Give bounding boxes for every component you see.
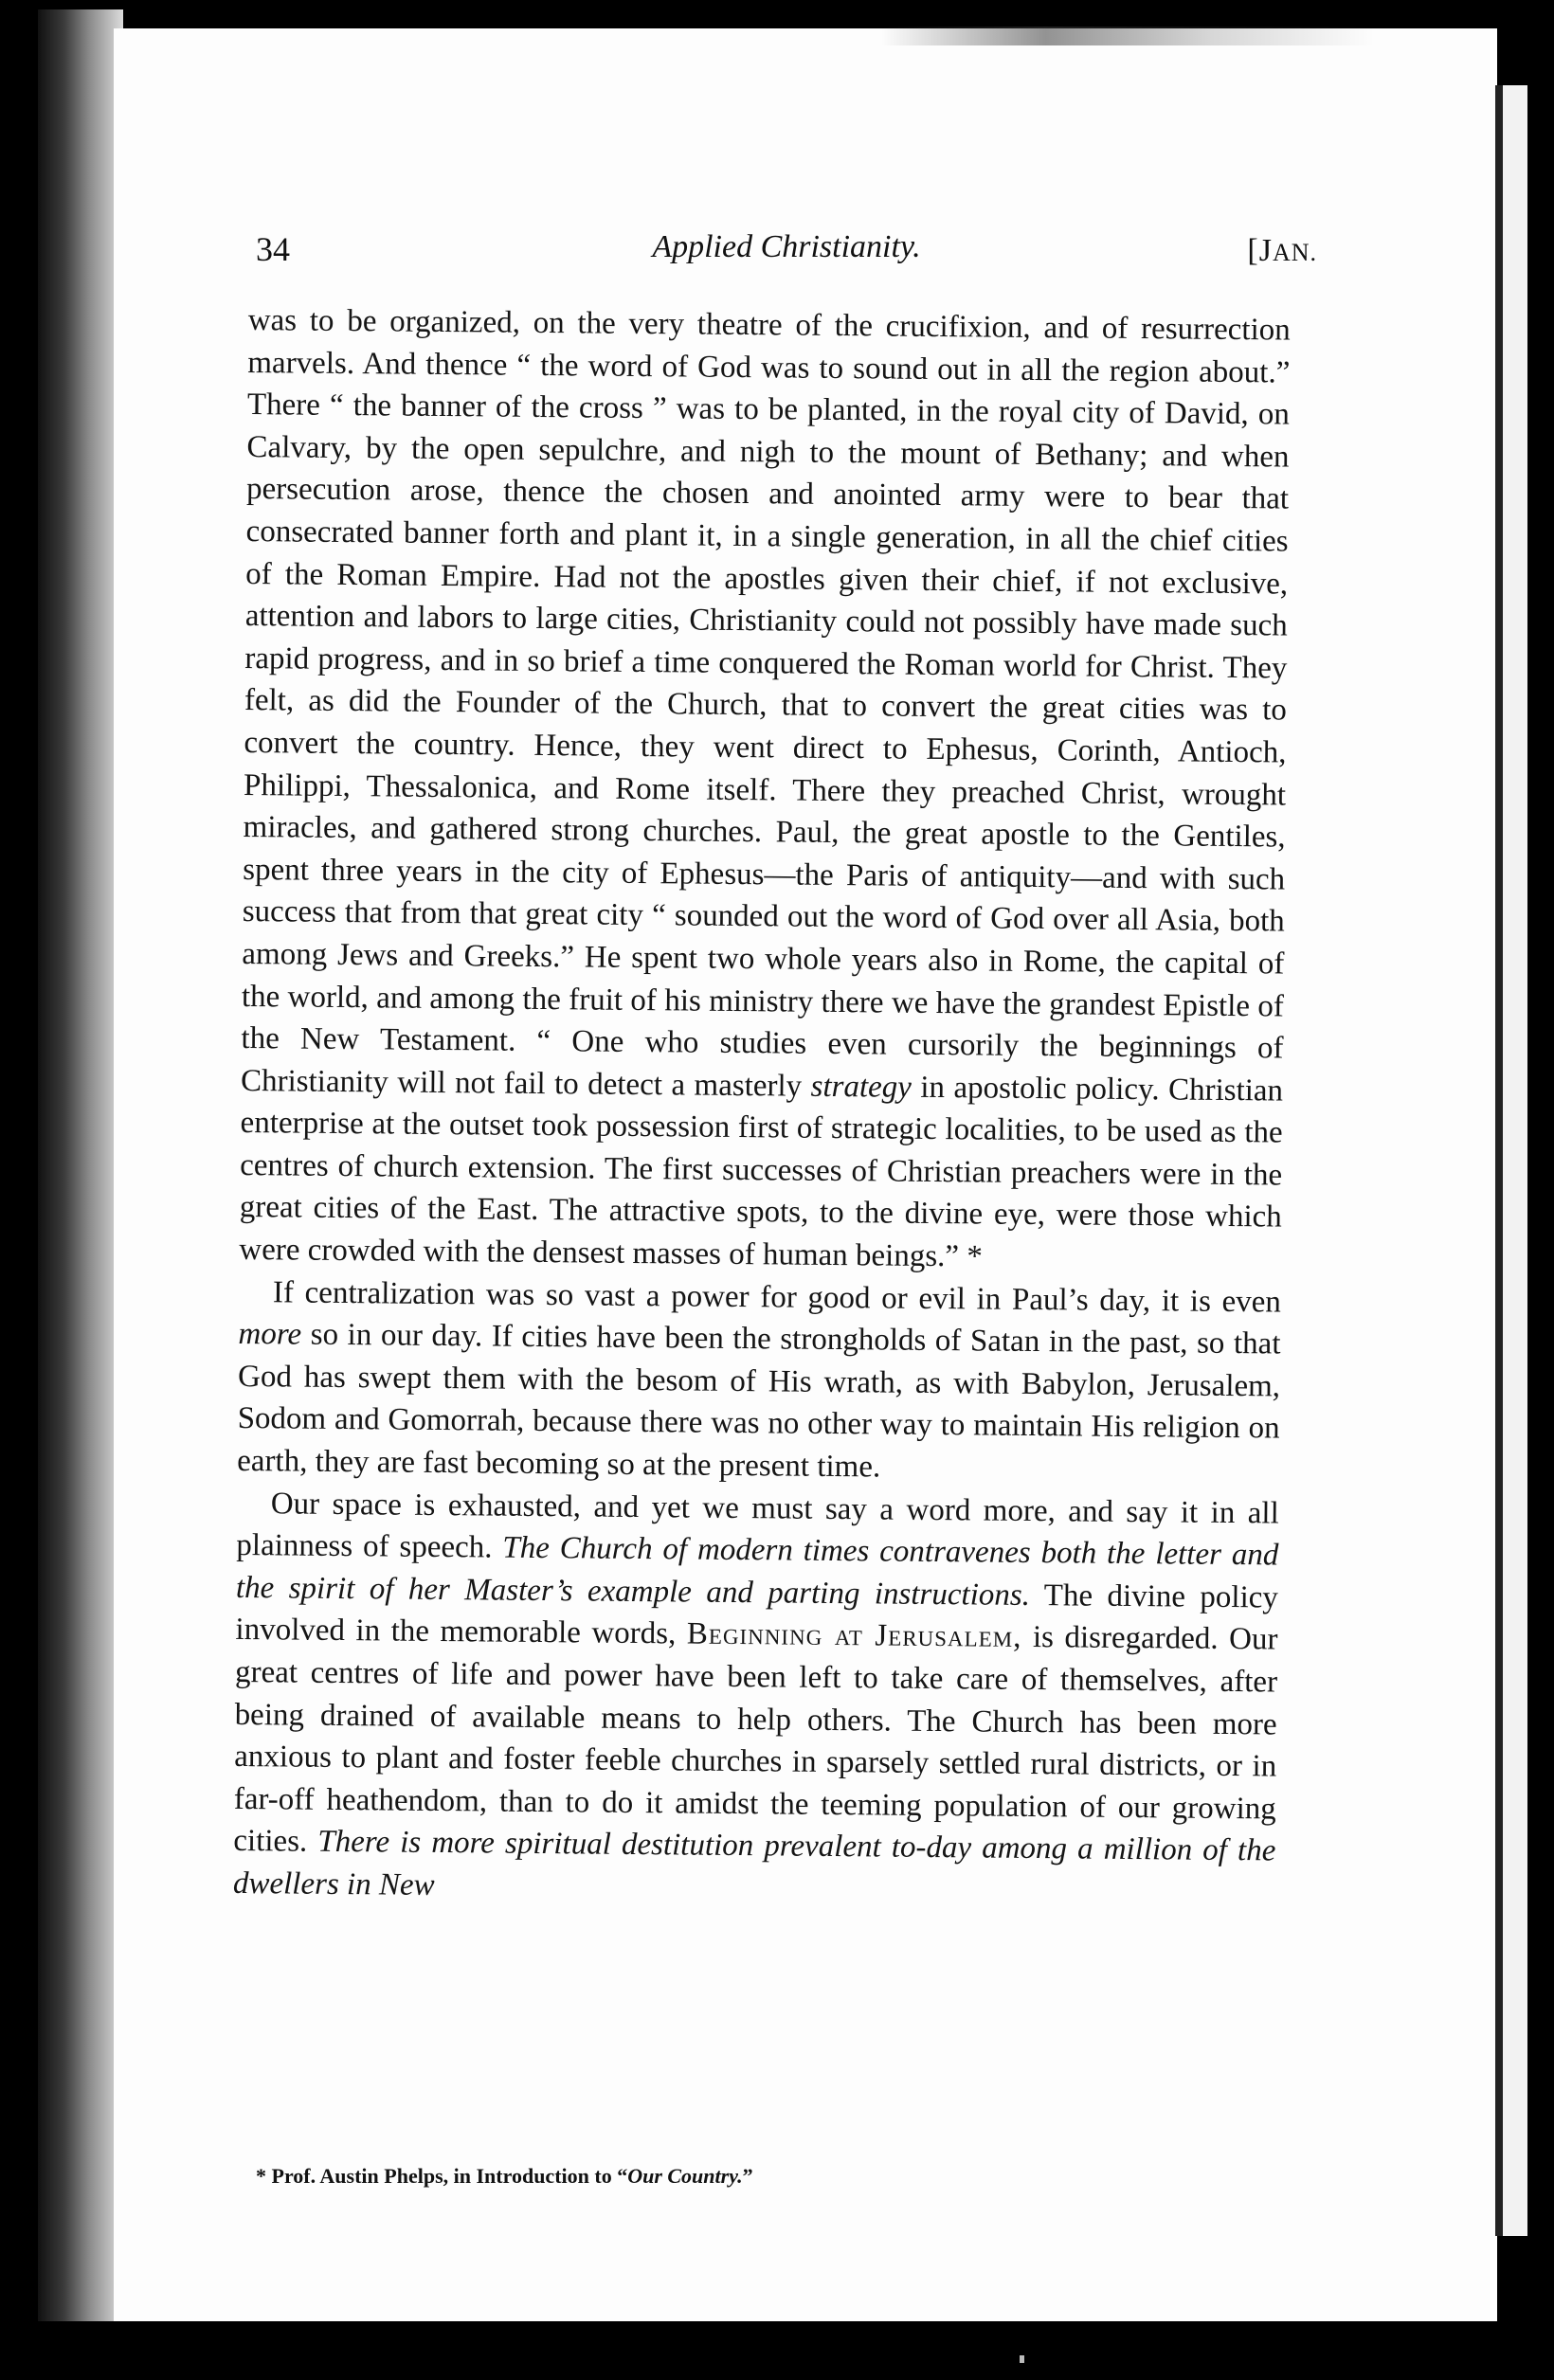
paragraph-3-italic-1: The Church of modern times contravenes both the letter and the spirit of her Master’s example and parting instructions.: [235, 1530, 1279, 1613]
paragraph-1-end: in apostolic policy. Christian enterprise at the outset took possession first of strategic localities, to be used as the centres of church extension. The first successes of Christian preachers were in the great cities of the East. The attractive spots, to the divine eye, were those which were crowded with the densest masses of human beings.” *: [239, 1070, 1284, 1274]
month-initial: J: [1258, 233, 1273, 268]
next-page-edge: [1503, 85, 1527, 2236]
book-binding-gutter: [38, 9, 123, 2321]
beginning-at-jerusalem: Beginning at Jerusalem,: [686, 1616, 1022, 1655]
paragraph-1: [239, 299, 1291, 1281]
paragraph-2-start: If centralization was so vast a power for good or evil in Paul’s day, it is even: [272, 1274, 1282, 1320]
footnote-text: Prof. Austin Phelps, in Introduction to “: [271, 2164, 628, 2188]
paragraph-3-italic-2: There is more spiritual destitution prevalent to-day among a million of the dwellers in New: [232, 1825, 1276, 1902]
scan-speck: [1020, 2355, 1024, 2363]
page-number: 34: [256, 230, 290, 268]
paragraph-2-end: so in our day. If cities have been the strongholds of Satan in the past, so that God has swept them with the besom of His wrath, as with Babylon, Jerusalem, Sodom and Gomorrah, because there was no other way to maintain His religion on earth, they are fast becoming so at the present time.: [237, 1317, 1281, 1485]
footnote-italic: Our Country.: [627, 2164, 743, 2188]
running-head: [256, 229, 1317, 286]
page-edge-shadow: [1495, 85, 1503, 2236]
article-body: [233, 299, 1291, 1915]
paragraph-3-mid-1: The divine policy involved in the memorable words,: [235, 1578, 1279, 1651]
paragraph-3: [233, 1483, 1279, 1915]
month-bracket: [: [1247, 233, 1259, 268]
paragraph-3-start: Our space is exhausted, and yet we must say a word more, and say it in all plainness of speech.: [236, 1486, 1279, 1565]
footnote-marker: *: [256, 2164, 266, 2188]
scan-smudge: [881, 27, 1374, 45]
paragraph-2: [237, 1271, 1281, 1493]
footnote-close: ”: [742, 2164, 753, 2188]
running-title: Applied Christianity.: [652, 229, 921, 264]
paragraph-1-text: was to be organized, on the very theatre of the crucifixion, and of resurrection marvels. And thence “ the word of God was to sound out in all the region about.” There “ the banner of the cross ” was to be planted, in the royal city of David, on Calvary, by the open sepulchre, and nigh to the mount of Bethany; and when persecution arose, thence the chosen and anointed army were to bear that consecrated banner forth and plant it, in a single generation, in all the chief cities of the Roman Empire. Had not the apostles given their chief, if not exclusive, attention and labors to large cities, Christianity could not possibly have made such rapid progress, and in so brief a time conquered the Roman world for Christ. They felt, as did the Founder of the Church, that to convert the great cities was to convert the country. Hence, they went direct to Ephesus, Corinth, Antioch, Philippi, Thessalonica, and Rome itself. There they preached Christ, wrought miracles, and gathered strong churches. Paul, the great apostle to the Gentiles, spent three years in the city of Ephesus—the Paris of antiquity—and with such success that from that great city “ sounded out the word of God over all Asia, both among Jews and Greeks.” He spent two whole years also in Rome, the capital of the world, and among the fruit of his ministry there we have the grandest Epistle of the New Testament. “ One who studies even cursorily the beginnings of Christianity will not fail to detect a masterly: [240, 302, 1291, 1104]
month-rest: AN.: [1272, 239, 1317, 266]
paragraph-3-mid-2: is disregarded. Our great centres of life and power have been left to take care of themselves, after being drained of available means to help others. The Church has been more anxious to plant and foster feeble churches in sparsely settled rural districts, or in far-off heathendom, than to do it amidst the teeming population of our growing cities.: [233, 1620, 1278, 1860]
paragraph-2-italic: more: [238, 1317, 302, 1352]
footnote: [256, 2164, 1298, 2189]
issue-month: [1247, 233, 1317, 269]
paragraph-1-italic: strategy: [810, 1069, 913, 1105]
